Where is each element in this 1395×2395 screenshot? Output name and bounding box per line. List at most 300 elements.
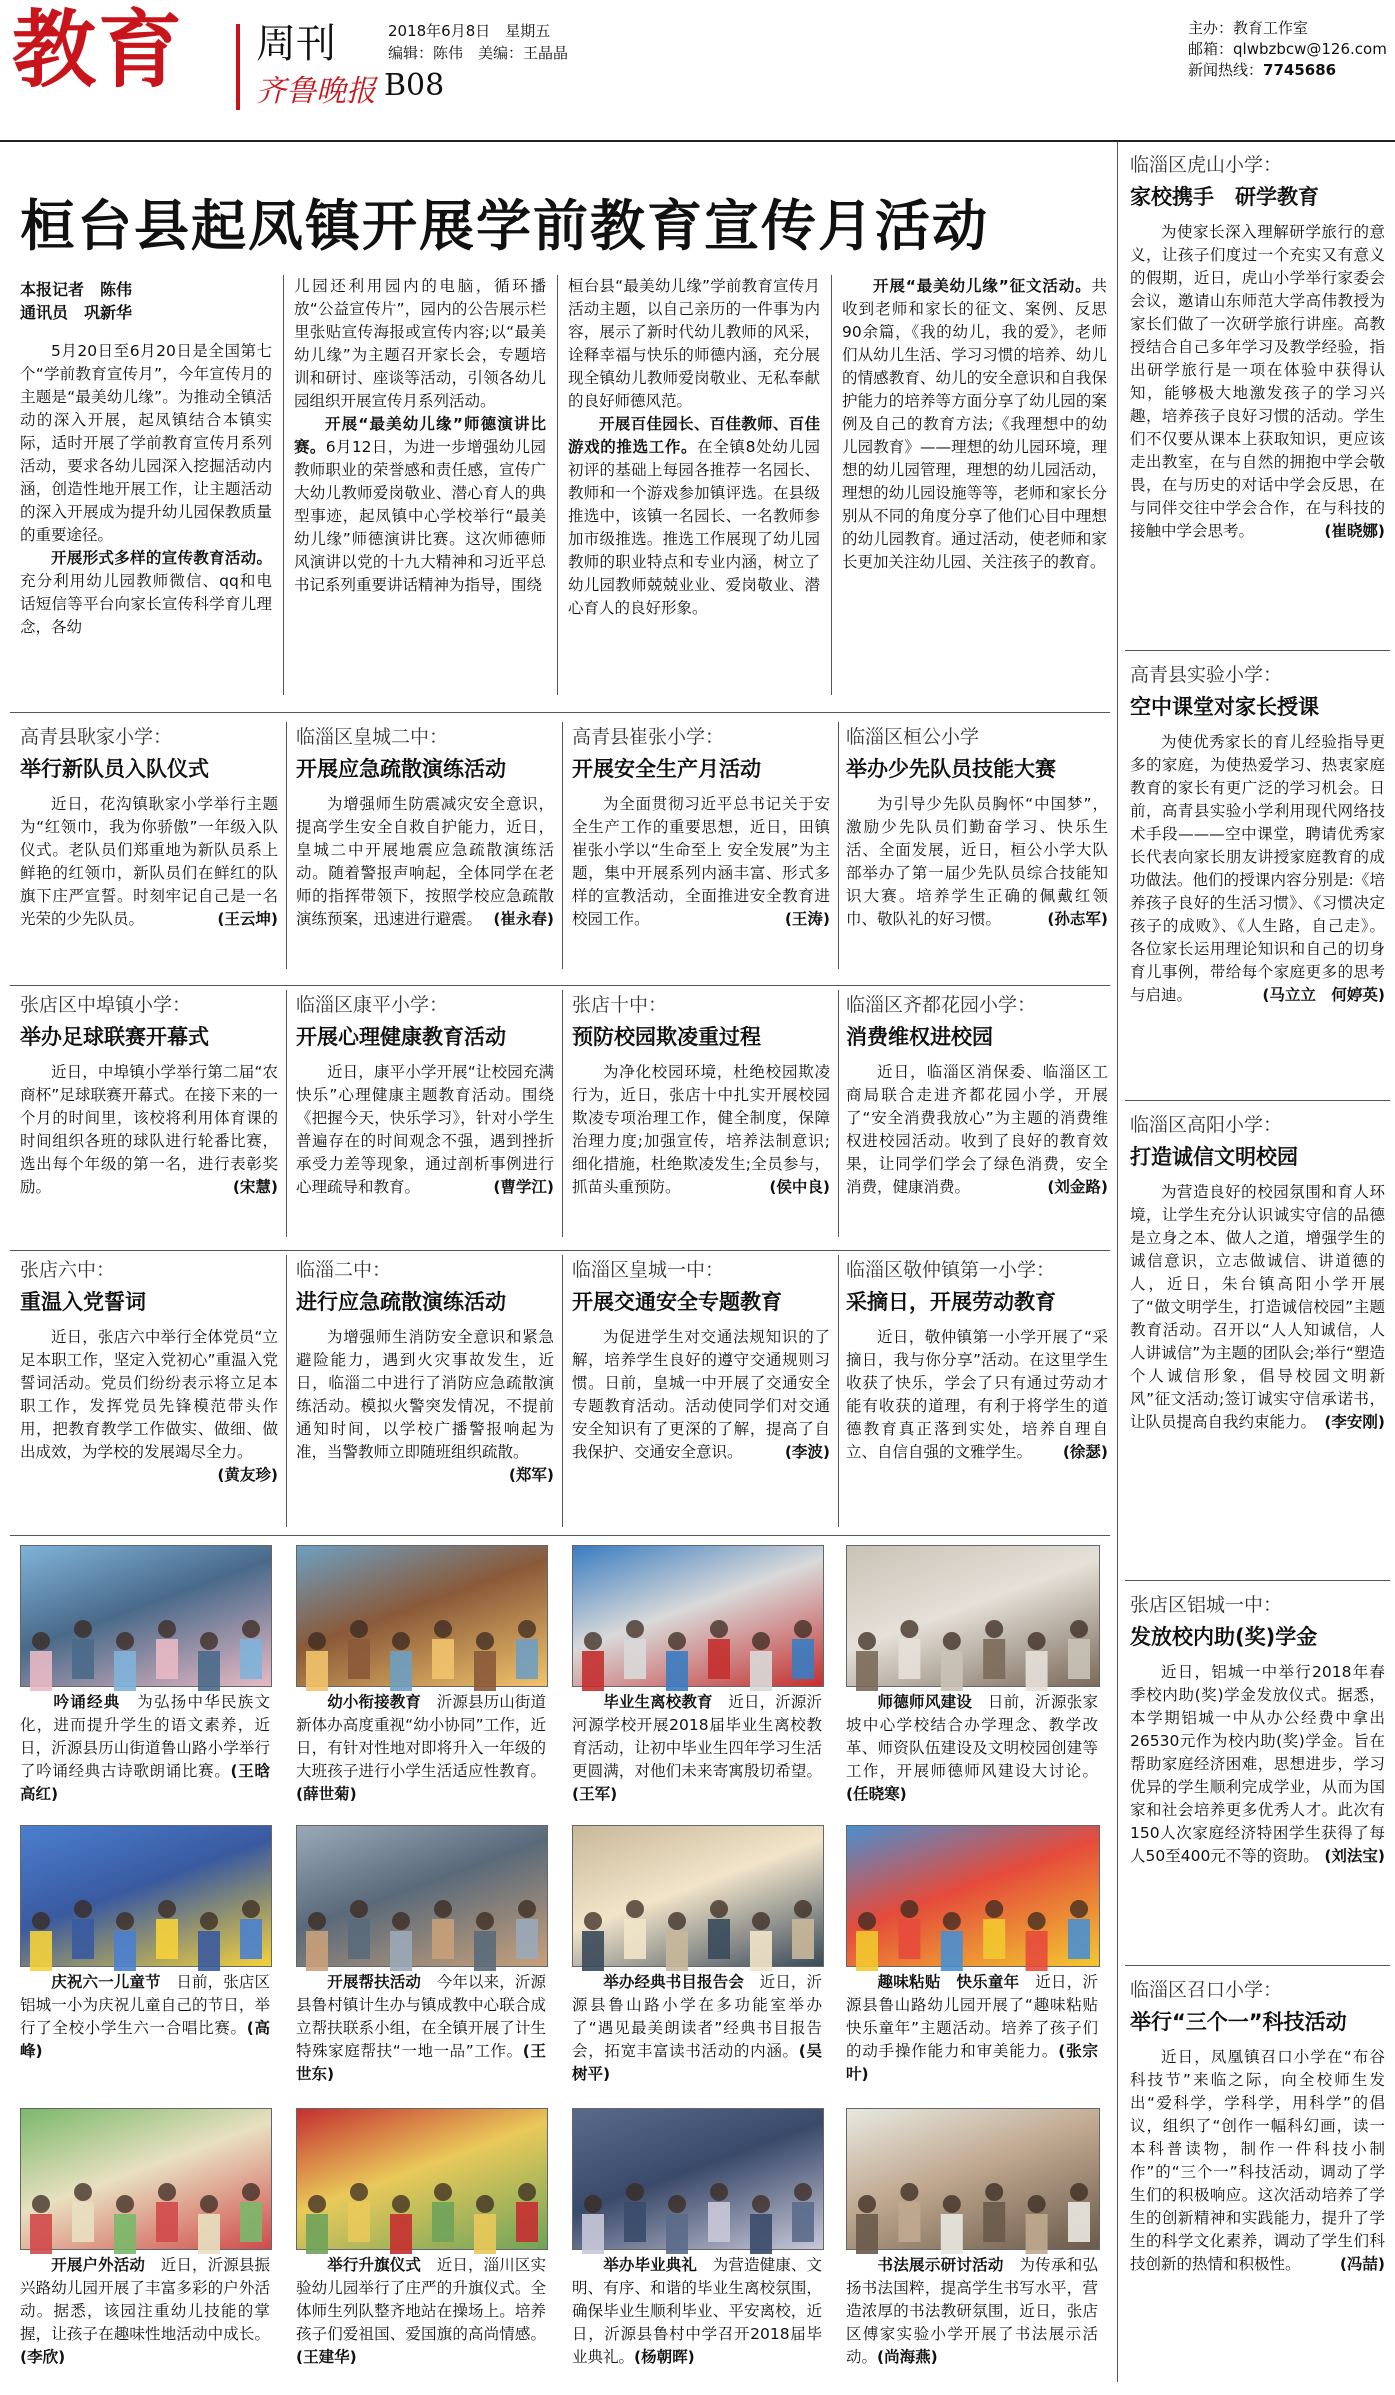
photo-person-head (32, 1912, 50, 1930)
sidebar-text: 为使优秀家长的育儿经验指导更多的家庭，为使热爱学习、热衷家庭教育的家长有更广泛的学习机会。日前，高青县实验小学利用现代网络技术手段———空中课堂，聘请优秀家长代表向家长朋友讲授家庭教育的成功做法。他们的授课内容分别是:《培养孩子良好的生活习惯》、《习惯决定孩子的成败》、《人生路，自己走》。各位家长运用理论知识和自己的切身育儿事例，带给每个家庭更多的思考与启迪。 (马立立 何婷英) (1130, 731, 1385, 1007)
photo-person-head (900, 1900, 918, 1918)
sidebar-item (1130, 660, 1385, 1090)
photo-person-head (242, 1900, 260, 1918)
photo (846, 1545, 1100, 1687)
photo-person-head (668, 1912, 686, 1930)
photo-person-body (474, 1651, 496, 1691)
photo-person-head (32, 2195, 50, 2213)
brief-item (20, 722, 278, 977)
photo (296, 2108, 548, 2250)
photo (846, 1825, 1100, 1967)
photo-person-body (941, 1931, 963, 1971)
photo-person-body (474, 2214, 496, 2254)
lead-col-2 (294, 275, 546, 695)
masthead-rule (0, 140, 1395, 142)
photo-caption-signature: (李欣) (20, 2348, 66, 2366)
photo-person-head (668, 1632, 686, 1650)
photo-person-body (240, 1919, 262, 1959)
photo-person-head (74, 1620, 92, 1638)
lead-para (568, 413, 820, 620)
photo-figures (847, 2109, 1099, 2249)
photo-person-head (434, 2183, 452, 2201)
photo-person-body (348, 1919, 370, 1959)
sponsor: 主办：教育工作室 (1188, 19, 1309, 37)
photo-caption-text: 日前，沂源张家坡中心学校结合办学理念、教学改革、师资队伍建设及文明校园创建等工作，开展师德师风建设大讨论。 (846, 1693, 1098, 1780)
col-divider (562, 1255, 563, 1527)
lead-subhead: 开展“最美幼儿缘”征文活动。 (873, 277, 1092, 295)
photo-person-body (30, 1651, 52, 1691)
photo (296, 1545, 548, 1687)
photo (20, 1545, 272, 1687)
sidebar-item (1130, 1110, 1385, 1570)
photo-person-body (306, 2214, 328, 2254)
photo-person-body (306, 1931, 328, 1971)
page-number: B08 (384, 68, 445, 103)
photo-person-body (390, 2214, 412, 2254)
brief-signature: (侯中良) (769, 1178, 830, 1196)
row-rule (10, 1250, 1110, 1251)
photo-person-body (198, 1931, 220, 1971)
brief-title: 开展交通安全专题教育 (572, 1290, 782, 1314)
photo-caption-signature: (王晗 高红) (20, 1762, 286, 1803)
photo-figures (21, 2109, 271, 2249)
photo-caption-title: 毕业生离校教育 (572, 1693, 729, 1711)
row-rule (10, 985, 1110, 986)
correspondent: 通讯员 巩新华 (20, 303, 133, 322)
photo-person-head (476, 1912, 494, 1930)
weekly-label: 周刊 (256, 21, 336, 67)
brief-title: 消费维权进校园 (846, 1025, 993, 1049)
photo-caption-text: 沂源县历山街道新体办高度重视“幼小协同”工作，近日，有针对性地对即将升入一年级的大班孩子进行小学生活适应性教育。 (296, 1693, 546, 1780)
photo-person-head (584, 1632, 602, 1650)
photo-person-head (518, 1900, 536, 1918)
brief-title: 开展心理健康教育活动 (296, 1025, 506, 1049)
photo-person-head (710, 1900, 728, 1918)
photo-caption (296, 1691, 546, 1801)
photo-caption-signature: (高峰) (20, 2019, 270, 2060)
photo-caption (572, 1971, 822, 2081)
brief-title: 进行应急疏散演练活动 (296, 1290, 506, 1314)
photo-person-head (518, 2183, 536, 2201)
photo-person-head (752, 1632, 770, 1650)
photo-figures (21, 1546, 271, 1686)
brief-text: 为增强师生消防安全意识和紧急避险能力，遇到火灾事故发生，近日，临淄二中进行了消防应急疏散演练活动。模拟火警突发情况，不提前通知时间，以学校广播警报响起为准，当警教师立即随班组织疏散。 (郑军) (296, 1326, 554, 1464)
photo-person-body (198, 1651, 220, 1691)
photo-person-body (198, 2214, 220, 2254)
lead-col-1 (20, 340, 272, 695)
photo-person-body (72, 1919, 94, 1959)
lead-text: 共收到老师和家长的征文、案例、反思90余篇，《我的幼儿，我的爱》，老师们从幼儿生活、学习习惯的培养、幼儿的情感教育、幼儿的安全意识和自我保护能力的培养等方面分享了幼儿园的案例及自己的教育方法;《我理想中的幼儿园教育》——理想的幼儿园环境，理想的幼儿园管理，理想的幼儿园活动，理想的幼儿园设施等等，老师和家长分别从不同的角度分享了他们心目中理想的幼儿园教育。通过活动，使老师和家长更加关注幼儿园、关注孩子的教育。 (842, 277, 1107, 571)
photo-person-head (794, 2183, 812, 2201)
brief-item (846, 990, 1108, 1245)
photo-caption (846, 2254, 1098, 2369)
photo-caption-signature: (王军) (572, 1785, 618, 1803)
sidebar-school: 张店区铝城一中： (1130, 1594, 1283, 1616)
photo-person-head (200, 2195, 218, 2213)
photo-person-body (516, 1919, 538, 1959)
photo-person-head (74, 2183, 92, 2201)
photo-person-head (350, 2183, 368, 2201)
brief-item (296, 990, 554, 1245)
col-divider (283, 275, 284, 695)
photo-person-body (72, 2202, 94, 2242)
photo-person-body (856, 1651, 878, 1691)
photo-person-body (582, 2214, 604, 2254)
lead-para: 桓台县“最美幼儿缘”学前教育宣传月活动主题，以自己亲历的一件事为内容，展示了新时代幼儿教师的风采，诠释幸福与快乐的师德内涵，充分展现全镇幼儿教师爱岗敬业、无私奉献的良好师德风范。 (568, 277, 820, 410)
photo-person-head (794, 1620, 812, 1638)
brief-title: 举办足球联赛开幕式 (20, 1025, 209, 1049)
photo-caption-title: 开展帮扶活动 (296, 1973, 437, 1991)
photo-person-head (985, 1620, 1003, 1638)
photo-person-body (390, 1651, 412, 1691)
photo-caption-signature: (张宗叶) (846, 2042, 1098, 2083)
photo-person-head (158, 1620, 176, 1638)
sidebar-item (1130, 150, 1385, 640)
photo-person-body (750, 2214, 772, 2254)
photo-person-body (114, 2214, 136, 2254)
photo-caption-signature: (王建华) (296, 2348, 357, 2366)
photo-caption-signature: (吴树平) (572, 2042, 822, 2083)
brief-text: 近日，康平小学开展“让校园充满快乐”心理健康主题教育活动。围绕《把握今天，快乐学习》，针对小学生普遍存在的时间观念不强，遇到挫折承受力差等现象，通过剖析事例进行心理疏导和教育。 (曹学江) (296, 1061, 554, 1199)
photo-person-body (474, 1931, 496, 1971)
photo-person-head (158, 1900, 176, 1918)
photo-person-head (350, 1900, 368, 1918)
photo-person-body (348, 1639, 370, 1679)
photo-person-body (750, 1651, 772, 1691)
brief-item (846, 1255, 1108, 1535)
photo-figures (573, 2109, 823, 2249)
photo-person-head (476, 1632, 494, 1650)
photo-person-head (943, 2195, 961, 2213)
sidebar-school: 临淄区虎山小学： (1130, 154, 1283, 176)
brief-title: 举办少先队员技能大赛 (846, 757, 1056, 781)
photo-person-body (1068, 1919, 1090, 1959)
photo-person-body (708, 2202, 730, 2242)
photo-caption-text: 近日，沂源沂河源学校开展2018届毕业生离校教育活动，让初中毕业生四年学习生活更圆满，对他们未来寄寓殷切希望。 (572, 1693, 822, 1780)
photo-caption (572, 2254, 822, 2369)
photo-person-head (1070, 1620, 1088, 1638)
lead-subhead: 开展“最美幼儿缘”师德演讲比赛。 (294, 415, 546, 456)
brief-title: 开展安全生产月活动 (572, 757, 761, 781)
hotline (1188, 60, 1387, 81)
photo-caption (296, 2254, 546, 2369)
photo-person-head (985, 1900, 1003, 1918)
brief-school: 临淄二中： (296, 1259, 392, 1281)
photo-person-head (626, 1900, 644, 1918)
reporter: 本报记者 陈伟 (20, 280, 133, 299)
photo-caption-title: 庆祝六一儿童节 (20, 1973, 177, 1991)
col-divider (831, 275, 832, 695)
photo-person-head (392, 1632, 410, 1650)
brief-signature: (宋慧) (232, 1178, 278, 1196)
photo-person-head (476, 2195, 494, 2213)
photo-person-body (390, 1931, 412, 1971)
photo-person-head (943, 1632, 961, 1650)
photo-person-body (156, 1639, 178, 1679)
brief-text: 为引导少先队员胸怀“中国梦”，激励少先队员们勤奋学习、快乐生活、全面发展，近日，桓公小学大队部举办了第一届少先队员综合技能知识大赛。培养学生正确的佩戴红领巾、敬队礼的好习惯。 (孙志军) (846, 793, 1108, 931)
photo-person-body (114, 1931, 136, 1971)
photo-figures (297, 1546, 547, 1686)
sidebar-signature: (冯喆) (1339, 2255, 1385, 2273)
section-title: 教育 (12, 0, 185, 99)
brief-title: 采摘日，开展劳动教育 (846, 1290, 1056, 1314)
photo (20, 1825, 272, 1967)
photo-person-head (242, 2183, 260, 2201)
photo-person-head (200, 1912, 218, 1930)
photo-person-head (116, 1912, 134, 1930)
photo-person-head (1070, 1900, 1088, 1918)
brief-title: 开展应急疏散演练活动 (296, 757, 506, 781)
photo-person-body (1068, 1639, 1090, 1679)
photo-person-body (898, 2202, 920, 2242)
brief-signature: (徐瑟) (1062, 1443, 1108, 1461)
photo-person-head (943, 1912, 961, 1930)
brief-school: 张店区中埠镇小学： (20, 994, 192, 1016)
photo (572, 2108, 824, 2250)
photo-figures (847, 1826, 1099, 1966)
sidebar-signature: (马立立 何婷英) (1262, 986, 1385, 1004)
photo (572, 1825, 824, 1967)
photo-person-body (666, 1651, 688, 1691)
photo-person-body (516, 1639, 538, 1679)
photo-person-head (308, 2195, 326, 2213)
photo-person-body (898, 1639, 920, 1679)
col-divider (562, 722, 563, 969)
photo-caption-signature: (杨朝晖) (634, 2348, 695, 2366)
lead-text: 充分利用幼儿园教师微信、qq和电话短信等平台向家长宣传科学育儿理念，各幼 (20, 572, 272, 636)
photo-person-body (516, 2202, 538, 2242)
photo-person-head (1028, 2195, 1046, 2213)
photo-person-head (1070, 2183, 1088, 2201)
photo-person-head (242, 1620, 260, 1638)
photo-caption (20, 1971, 270, 2081)
photo-person-body (240, 2202, 262, 2242)
brief-school: 临淄区皇城一中： (572, 1259, 725, 1281)
issue-date: 2018年6月8日 星期五 (388, 22, 551, 40)
photo-figures (297, 1826, 547, 1966)
photo-person-body (624, 1919, 646, 1959)
photo-person-body (941, 2214, 963, 2254)
brief-text: 近日，张店六中举行全体党员“立足本职工作，坚定入党初心”重温入党誓词活动。党员们纷纷表示将立足本职工作，发挥党员先锋模范带头作用，把教育教学工作做实、做细、做出成效，为学校的发展竭尽全力。 (黄友珍) (20, 1326, 278, 1464)
brief-school: 临淄区皇城二中： (296, 726, 449, 748)
sidebar-text: 近日，凤凰镇召口小学在“布谷科技节”来临之际，向全校师生发出“爱科学，学科学，用科学”的倡议，组织了“创作一幅科幻画，读一本科普读物，制作一件科技小制作”的“三个一”科技活动，调动了学生们的积极响应。这次活动培养了学生的创新精神和实践能力，提升了学生的科学文化素养，调动了学生们科技创新的热情和积极性。 (冯喆) (1130, 2046, 1385, 2276)
brief-text: 为净化校园环境，杜绝校园欺凌行为，近日，张店十中扎实开展校园欺凌专项治理工作，健全制度，保障治理力度;加强宣传，培养法制意识;细化措施，杜绝欺凌发生;全员参与，抓苗头重预防。 (侯中良) (572, 1061, 830, 1199)
brief-school: 张店十中： (572, 994, 668, 1016)
photo-person-body (72, 1639, 94, 1679)
photo-person-body (792, 1919, 814, 1959)
brief-item (572, 1255, 830, 1535)
brief-school: 高青县崔张小学： (572, 726, 725, 748)
lead-para (294, 413, 546, 597)
sidebar-signature: (刘法宝) (1324, 1847, 1385, 1865)
photo-person-body (432, 1919, 454, 1959)
masthead-divider (236, 24, 240, 110)
sidebar-school: 临淄区召口小学： (1130, 1979, 1283, 2001)
photo-person-head (752, 2195, 770, 2213)
hotline-number: 7745686 (1263, 61, 1337, 79)
brief-item (296, 722, 554, 977)
photo-person-head (392, 1912, 410, 1930)
col-divider (286, 722, 287, 969)
photo-person-head (1028, 1912, 1046, 1930)
photo-caption-text: 近日，沂源县振兴路幼儿园开展了丰富多彩的户外活动。据悉，该园注重幼儿技能的掌握，让孩子在趣味性地活动中成长。 (20, 2256, 270, 2343)
issue-info (388, 20, 568, 64)
lead-col-3 (568, 275, 820, 695)
brief-signature: (黄友珍) (217, 1466, 278, 1484)
photo-person-head (350, 1620, 368, 1638)
photo-person-head (308, 1632, 326, 1650)
lead-para: 儿园还利用园内的电脑，循环播放“公益宣传片”，园内的公告展示栏里张贴宣传海报或宣传内容;以“最美幼儿缘”为主题召开家长会，专题培训和研讨、座谈等活动，引领各幼儿园组织开展宣传月系列活动。 (294, 277, 546, 410)
lead-col-4 (842, 275, 1107, 695)
photo-person-body (30, 2214, 52, 2254)
photo-person-body (708, 1919, 730, 1959)
photo-person-body (240, 1639, 262, 1679)
photo-caption-text: 近日，淄川区实验幼儿园举行了庄严的升旗仪式。全体师生列队整齐地站在操场上。培养孩子们爱祖国、爱国旗的高尚情感。 (296, 2256, 546, 2343)
sidebar-title: 家校携手 研学教育 (1130, 185, 1319, 209)
photo-figures (573, 1826, 823, 1966)
photo-person-head (518, 1620, 536, 1638)
photo-person-body (624, 1639, 646, 1679)
sidebar-school: 临淄区高阳小学： (1130, 1114, 1283, 1136)
photo-person-head (858, 1912, 876, 1930)
lead-text: 6月12日，为进一步增强幼儿园教师职业的荣誉感和责任感，宣传广大幼儿教师爱岗敬业、潜心育人的典型事迹，起凤镇中心学校举行“最美幼儿缘”师德演讲比赛。这次师德师风演讲以党的十九大精神和习近平总书记系列重要讲话精神为指导，围绕 (294, 438, 546, 594)
photo (20, 2108, 272, 2250)
photo-person-head (116, 1632, 134, 1650)
photo-caption-text: 今年以来，沂源县鲁村镇计生办与镇成教中心联合成立帮扶联系小组，在全镇开展了计生特殊家庭帮扶“一地一品”工作。 (296, 1973, 546, 2060)
photo-caption-title: 举行升旗仪式 (296, 2256, 437, 2274)
photo-person-body (432, 2202, 454, 2242)
photo-person-head (626, 1620, 644, 1638)
photo (846, 2108, 1100, 2250)
sidebar-text: 为使家长深入理解研学旅行的意义，让孩子们度过一个充实又有意义的假期，近日，虎山小学举行家委会会议，邀请山东师范大学高伟教授为家长们做了一次研学旅行讲座。高教授结合自己多年学习及教学经验，指出研学旅行是一项在体验中获得认知，能够极大地激发孩子的学习兴趣，培养孩子良好习惯的活动。学生们不仅要从课本上获取知识，更应该走出教室，在与自然的拥抱中学会敬畏，在与历史的对话中学会反思，在与同伴交往中学会合作，在与科技的接触中学会思考。 (崔晓娜) (1130, 221, 1385, 543)
brief-signature: (王涛) (784, 910, 830, 928)
brief-school: 临淄区齐都花园小学： (846, 994, 1037, 1016)
brief-signature: (孙志军) (1047, 910, 1108, 928)
brief-item (20, 990, 278, 1245)
brief-item (20, 1255, 278, 1535)
photo-caption-signature: (王世东) (296, 2042, 546, 2083)
photo-person-body (1068, 2202, 1090, 2242)
photo-caption-text: 为弘扬中华民族文化，进而提升学生的语文素养，近日，沂源县历山街道鲁山路小学举行了吟诵经典古诗歌朗诵比赛。 (20, 1693, 270, 1780)
photo-caption (846, 1691, 1098, 1801)
lead-para: 5月20日至6月20日是全国第七个“学前教育宣传月”，今年宣传月的主题是“最美幼儿缘”。为推动全镇活动的深入开展，起凤镇结合本镇实际，适时开展了学前教育宣传月系列活动，要求各幼儿园深入挖掘活动内涵，创造性地开展工作，让主题活动的深入开展成为提升幼儿园保教质量的重要途径。 (20, 342, 272, 544)
brief-signature: (崔永春) (493, 910, 554, 928)
photo-person-body (624, 2202, 646, 2242)
photo-person-head (710, 1620, 728, 1638)
photo-person-head (1028, 1632, 1046, 1650)
sidebar-title: 发放校内助(奖)学金 (1130, 1625, 1318, 1649)
sidebar-signature: (李安刚) (1324, 1413, 1385, 1431)
brief-text: 近日，临淄区消保委、临淄区工商局联合走进齐都花园小学，开展了“安全消费我放心”为主题的消费维权进校园活动。收到了良好的教育效果，让同学们学会了绿色消费，安全消费，健康消费。 (刘金路) (846, 1061, 1108, 1199)
photo-person-head (900, 1620, 918, 1638)
photo-caption-title: 幼小衔接教育 (296, 1693, 437, 1711)
brief-item (846, 722, 1108, 977)
photo (572, 1545, 824, 1687)
sidebar-rule (1125, 1580, 1390, 1581)
photo-person-body (941, 1651, 963, 1691)
lead-para (20, 547, 272, 639)
photo-person-head (794, 1900, 812, 1918)
photo-person-head (985, 2183, 1003, 2201)
lead-text: 在全镇8处幼儿园初评的基础上每园各推荐一名园长、教师和一个游戏参加镇评选。在县级推选中，该镇一名园长、一名教师参加市级推选。推选工作展现了幼儿园教师的职业特点和专业内涵，树立了幼儿园教师兢兢业业、爱岗敬业、潜心育人的良好形象。 (568, 438, 820, 617)
sidebar-rule (1125, 1100, 1390, 1101)
photo-caption-text: 近日，沂源县鲁山路小学在多功能室举办了“遇见最美朗读者”经典书目报告会，拓宽丰富读书活动的内涵。 (572, 1973, 822, 2060)
col-divider (286, 990, 287, 1237)
brief-title: 举行新队员入队仪式 (20, 757, 209, 781)
photo-caption-text: 为营造健康、文明、有序、和谐的毕业生离校氛围，确保毕业生顺利毕业、平安离校，近日，沂源县鲁村中学召开2018届毕业典礼。 (572, 2256, 822, 2366)
sidebar-title: 空中课堂对家长授课 (1130, 695, 1319, 719)
photo-person-head (32, 1632, 50, 1650)
photo-person-body (432, 1639, 454, 1679)
photo-figures (297, 2109, 547, 2249)
photo-person-head (900, 2183, 918, 2201)
brief-school: 临淄区桓公小学 (846, 726, 980, 748)
lead-headline: 桓台县起凤镇开展学前教育宣传月活动 (20, 193, 990, 258)
photo-person-head (308, 1912, 326, 1930)
photo-caption (296, 1971, 546, 2081)
brief-school: 临淄区敬仲镇第一小学： (846, 1259, 1056, 1281)
brief-text: 为增强师生防震减灾安全意识，提高学生安全自救自护能力，近日，皇城二中开展地震应急疏散演练活动。随着警报声响起，全体同学在老师的指挥带领下，按照学校应急疏散演练预案，迅速进行避震。 (崔永春) (296, 793, 554, 931)
photo-caption-title: 吟诵经典 (20, 1693, 138, 1711)
photo-caption-signature: (薛世菊) (296, 1785, 357, 1803)
brief-text: 为全面贯彻习近平总书记关于安全生产工作的重要思想，近日，田镇崔张小学以“生命至上 安全发展”为主题，集中开展系列内涵丰富、形式多样的宣教活动，全面推进安全教育进校园工作。 (王涛) (572, 793, 830, 931)
photo-person-head (668, 2195, 686, 2213)
contact-info (1188, 18, 1387, 81)
photo-caption-title: 举办经典书目报告会 (572, 1973, 760, 1991)
photo-caption-title: 开展户外活动 (20, 2256, 161, 2274)
photo-person-body (30, 1931, 52, 1971)
photo-caption-title: 师德师风建设 (846, 1693, 988, 1711)
col-divider (838, 990, 839, 1237)
paper-logo: 齐鲁晚报 (256, 74, 376, 109)
photo-person-body (983, 1919, 1005, 1959)
photo-person-body (983, 2202, 1005, 2242)
brief-item (572, 722, 830, 977)
photo-caption (572, 1691, 822, 1801)
photo-person-body (983, 1639, 1005, 1679)
section-rule (10, 712, 1110, 713)
sidebar-text: 为营造良好的校园氛围和育人环境，让学生充分认识诚实守信的品德是立身之本、做人之道，增强学生的诚信意识，立志做诚信、讲道德的人，近日，朱台镇高阳小学开展了“做文明学生，打造诚信校园”主题教育活动。召开以“人人知诚信，人人讲诚信”为主题的团队会;举行“塑造个人诚信形象，倡导校园文明新风”征文活动;签订诚实守信承诺书，让队员提高自我约束能力。 (李安刚) (1130, 1181, 1385, 1434)
photo-person-head (752, 1912, 770, 1930)
photo-person-head (584, 2195, 602, 2213)
photo-person-body (666, 1931, 688, 1971)
photo-person-body (306, 1651, 328, 1691)
photo-person-body (1026, 1651, 1048, 1691)
photo-figures (573, 1546, 823, 1686)
photo-caption-title: 书法展示研讨活动 (846, 2256, 1020, 2274)
brief-school: 张店六中： (20, 1259, 116, 1281)
photo-person-body (856, 2214, 878, 2254)
photo-person-head (392, 2195, 410, 2213)
lead-para (842, 275, 1107, 574)
photo-person-head (200, 1632, 218, 1650)
email: 邮箱：qlwbzbcw@126.com (1188, 40, 1387, 58)
brief-text: 近日，中埠镇小学举行第二届“农商杯”足球联赛开幕式。在接下来的一个月的时间里，该校将利用体育课的时间组织各班的球队进行轮番比赛，选出每个年级的第一名，进行表彰奖励。 (宋慧) (20, 1061, 278, 1199)
photo-caption-title: 举办毕业典礼 (572, 2256, 713, 2274)
sidebar-text: 近日，铝城一中举行2018年春季校内助(奖)学金发放仪式。据悉，本学期铝城一中从办公经费中拿出26530元作为校内助(奖)学金。旨在帮助家庭经济困难，思想进步，学习优异的学生顺利完成学业，从而为国家和社会培养更多优秀人才。此次有150人次家庭经济特困学生获得了每人50至400元不等的资助。 (刘法宝) (1130, 1661, 1385, 1868)
photo-person-head (626, 2183, 644, 2201)
sidebar-title: 举行“三个一”科技活动 (1130, 2010, 1347, 2034)
photo-person-body (856, 1931, 878, 1971)
photo-figures (847, 1546, 1099, 1686)
photo-person-body (1026, 1931, 1048, 1971)
photo-person-body (156, 2202, 178, 2242)
col-divider (557, 275, 558, 695)
sidebar-title: 打造诚信文明校园 (1130, 1145, 1298, 1169)
photo-person-body (750, 1931, 772, 1971)
photo-person-body (156, 1919, 178, 1959)
brief-item (572, 990, 830, 1245)
